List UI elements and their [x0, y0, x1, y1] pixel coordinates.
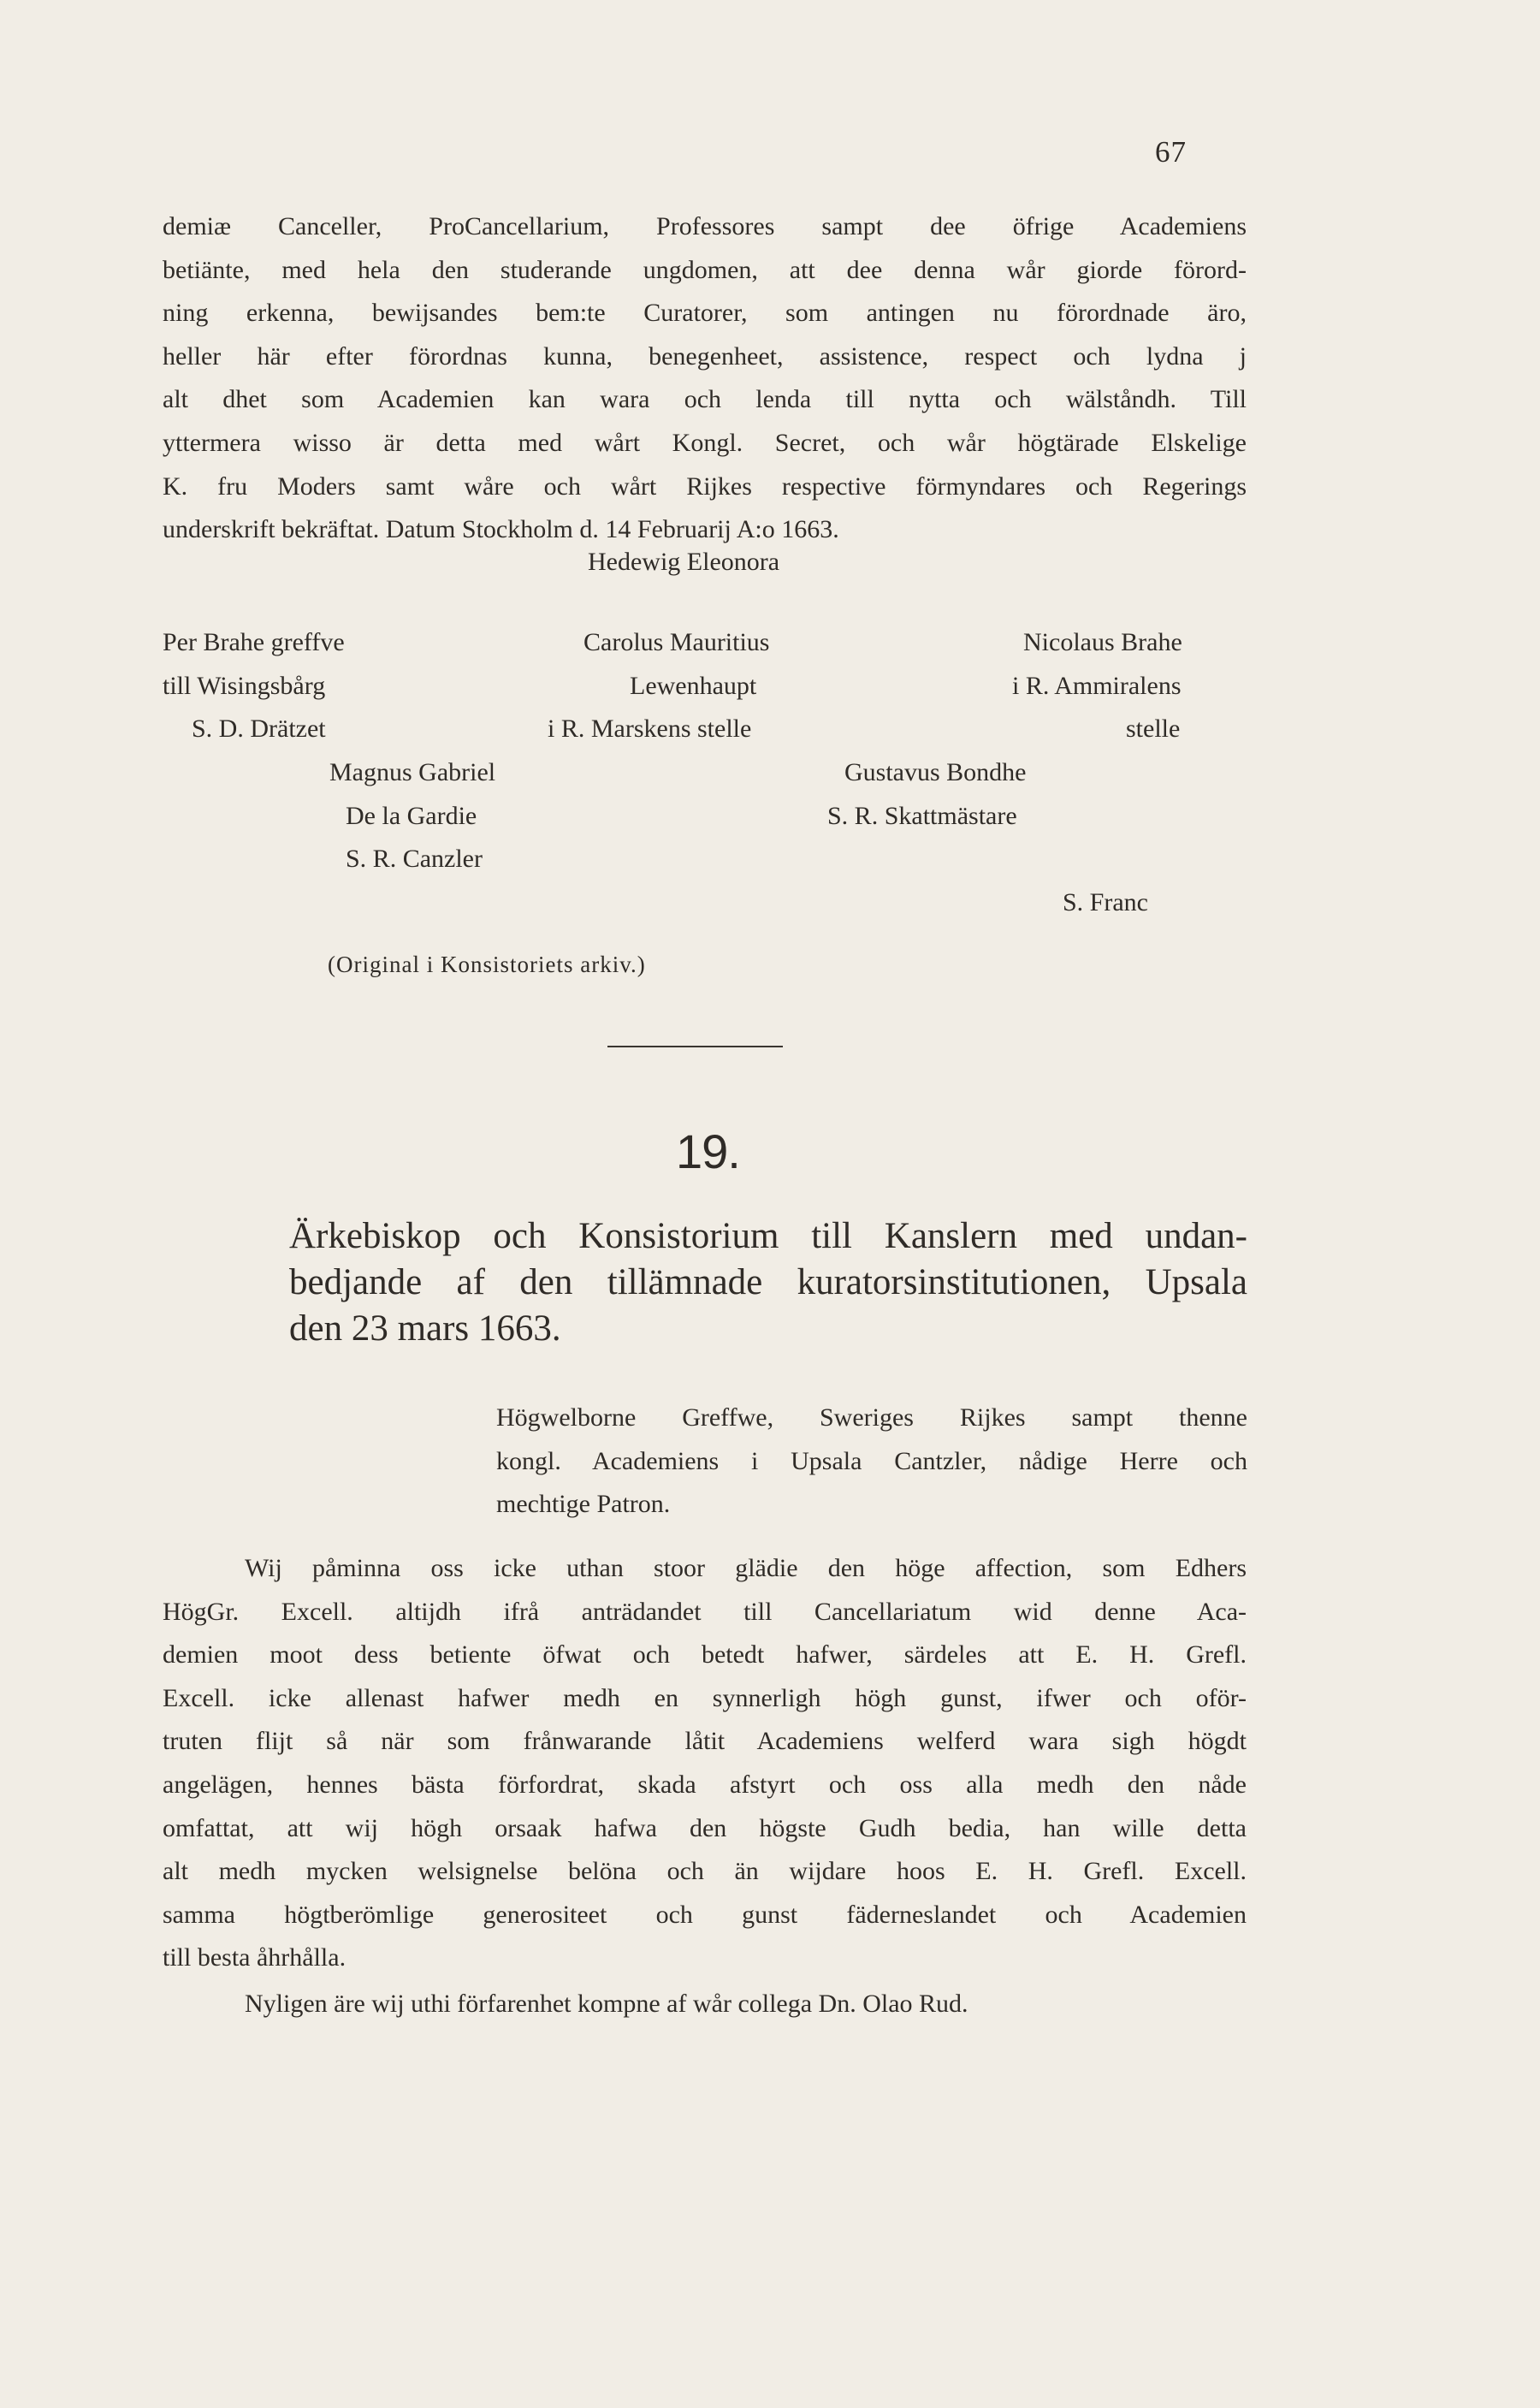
text-line: alt dhet som Academien kan wara och lenda till nytta och wälståndh. Till: [163, 385, 1247, 414]
intro-paragraph: [163, 205, 1247, 552]
text-line: yttermera wisso är detta med wårt Kongl. Secret, och wår högtärade Elskelige: [163, 428, 1247, 457]
text-line: angelägen, hennes bästa förfordrat, skada afstyrt och oss alla medh den nåde: [163, 1770, 1247, 1799]
heading-line: den 23 mars 1663.: [289, 1308, 561, 1349]
signature-line: stelle: [1126, 715, 1181, 744]
signature-line: S. R. Canzler: [346, 845, 483, 874]
signature-per-brahe: [163, 621, 345, 751]
signature-line: Nicolaus Brahe: [1023, 628, 1182, 656]
text-line: betiänte, med hela den studerande ungdomen, att dee denna wår giorde förord-: [163, 255, 1247, 284]
text-line: demien moot dess betiente öfwat och betedt hafwer, särdeles att E. H. Grefl.: [163, 1640, 1247, 1670]
salutation-line: Högwelborne Greffwe, Sweriges Rijkes sampt thenne: [496, 1403, 1247, 1432]
signature-lewenhaupt: [548, 621, 881, 751]
signature-line: till Wisingsbårg: [163, 671, 326, 700]
signature-line: Lewenhaupt: [630, 671, 757, 700]
text-line: omfattat, att wij högh orsaak hafwa den högste Gudh bedia, han wille detta: [163, 1813, 1247, 1842]
text-line: Wij påminna oss icke uthan stoor glädie den höge affection, som Edhers: [245, 1554, 1247, 1582]
signature-line: De la Gardie: [346, 801, 477, 830]
page-number: 67: [1155, 135, 1187, 169]
signature-line: Gustavus Bondhe: [844, 758, 1027, 786]
salutation: [496, 1397, 1247, 1527]
document-number: 19.: [676, 1124, 740, 1178]
signature-line: i R. Marskens stelle: [548, 715, 752, 744]
main-signature: Hedewig Eleonora: [588, 548, 780, 576]
signature-line: S. D. Drätzet: [192, 715, 326, 744]
signature-line: Magnus Gabriel: [329, 758, 496, 786]
heading-line: Ärkebiskop och Konsistorium till Kanslern med undan-: [289, 1216, 1247, 1256]
text-line: alt medh mycken welsignelse belöna och än wijdare hoos E. H. Grefl. Excell.: [163, 1857, 1247, 1886]
signature-franc: S. Franc: [1063, 888, 1148, 916]
body-paragraph: [163, 1547, 1247, 1980]
signature-line: i R. Ammiralens: [1012, 671, 1182, 700]
signature-nicolaus-brahe: [941, 621, 1247, 751]
text-line: Excell. icke allenast hafwer medh en synnerligh högh gunst, ifwer och oför-: [163, 1683, 1247, 1712]
text-line: HögGr. Excell. altijdh ifrå anträdandet till Cancellariatum wid denne Aca-: [163, 1597, 1247, 1626]
text-line: K. fru Moders samt wåre och wårt Rijkes respective förmyndares och Regerings: [163, 472, 1247, 501]
source-note: (Original i Konsistoriets arkiv.): [328, 952, 646, 977]
text-line: ning erkenna, bewijsandes bem:te Curatorer, som antingen nu förordnade äro,: [163, 299, 1247, 328]
section-divider: [607, 1046, 783, 1047]
text-line: truten flijt så när som frånwarande låtit Academiens welferd wara sigh högdt: [163, 1727, 1247, 1756]
signature-line: Per Brahe greffve: [163, 628, 345, 656]
final-paragraph: [163, 1983, 1247, 2026]
text-line: Nyligen äre wij uthi förfarenhet kompne af wår collega Dn. Olao Rud.: [245, 1990, 968, 2018]
signature-line: S. R. Skattmästare: [827, 801, 1017, 830]
signature-de-la-gardie: [329, 751, 495, 881]
document-heading: [289, 1213, 1247, 1352]
salutation-line: kongl. Academiens i Upsala Cantzler, nådige Herre och: [496, 1446, 1247, 1475]
text-line: samma högtberömlige generositeet och gunst fäderneslandet och Academien: [163, 1900, 1247, 1929]
signature-bondhe: [827, 751, 1027, 838]
signature-line: Carolus Mauritius: [583, 628, 770, 656]
heading-line: bedjande af den tillämnade kuratorsinstitutionen, Upsala: [289, 1262, 1247, 1302]
text-line: till besta åhrhålla.: [163, 1943, 346, 1972]
text-line: heller här efter förordnas kunna, benegenheet, assistence, respect och lydna j: [163, 341, 1247, 371]
salutation-line: mechtige Patron.: [496, 1490, 671, 1519]
text-line: demiæ Canceller, ProCancellarium, Professores sampt dee öfrige Academiens: [163, 212, 1247, 240]
text-line: underskrift bekräftat. Datum Stockholm d. 14 Februarij A:o 1663.: [163, 515, 839, 544]
